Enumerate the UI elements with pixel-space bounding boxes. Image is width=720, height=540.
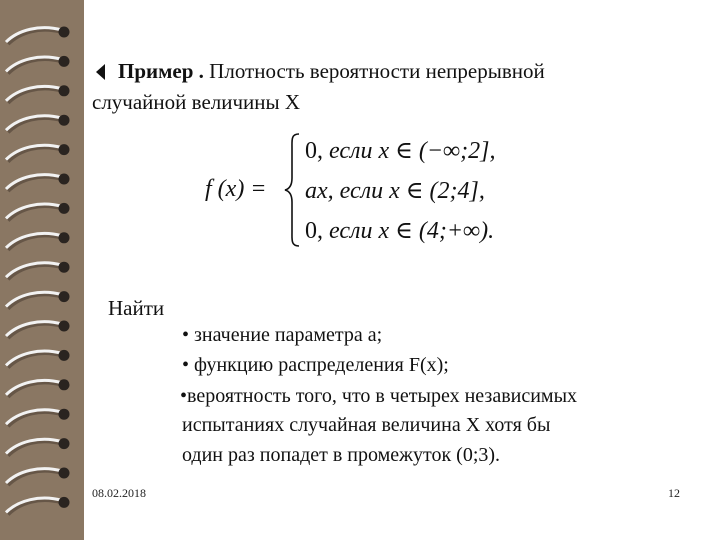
- spiral-binding: [0, 0, 90, 540]
- heading-text: Плотность вероятности непрерывной: [203, 59, 545, 83]
- case-2-condition: если x ∈ (2;4],: [339, 178, 485, 204]
- case-3-condition: если x ∈ (4;+∞).: [329, 218, 495, 244]
- spiral-ring: [6, 174, 70, 192]
- case-3-value: 0,: [305, 218, 323, 244]
- spiral-ring: [6, 468, 70, 486]
- find-label: Найти: [108, 296, 165, 320]
- spiral-ring: [6, 203, 70, 221]
- task-item-1: • значение параметра a;: [182, 324, 383, 346]
- left-brace-icon: [283, 132, 303, 248]
- spiral-ring: [6, 291, 70, 309]
- heading-example-label: Пример .: [118, 59, 204, 83]
- spiral-ring: [6, 27, 70, 45]
- task-item-3-line-3: один раз попадет в промежуток (0;3).: [182, 444, 501, 466]
- page-number: 12: [668, 486, 680, 500]
- spiral-ring: [6, 262, 70, 280]
- spiral-ring: [6, 350, 70, 368]
- formula-lhs: f (x) =: [205, 176, 267, 202]
- case-1-condition: если x ∈ (−∞;2],: [329, 138, 496, 164]
- task-item-2: • функцию распределения F(x);: [182, 354, 449, 376]
- formula-case-1: [305, 136, 496, 165]
- triangle-bullet-icon: [96, 64, 105, 80]
- formula-case-2: [305, 176, 485, 205]
- spiral-ring: [6, 56, 70, 74]
- spiral-ring: [6, 144, 70, 162]
- density-formula: [205, 130, 525, 250]
- spiral-ring: [6, 379, 70, 397]
- heading-line-2: случайной величины Х: [92, 90, 301, 114]
- spiral-ring: [6, 438, 70, 456]
- spiral-ring: [6, 85, 70, 103]
- case-1-value: 0,: [305, 138, 323, 164]
- spiral-ring: [6, 321, 70, 339]
- task-item-3-line-2: испытаниях случайная величина Х хотя бы: [182, 414, 551, 436]
- formula-case-3: [305, 216, 494, 245]
- slide-heading: [118, 61, 545, 82]
- footer-date: 08.02.2018: [92, 486, 146, 500]
- spiral-ring: [6, 115, 70, 133]
- spiral-ring: [6, 409, 70, 427]
- task-item-3: •вероятность того, что в четырех независимых: [180, 385, 578, 407]
- spiral-ring: [6, 232, 70, 250]
- case-2-value: ax,: [305, 178, 334, 204]
- spiral-ring: [6, 497, 70, 515]
